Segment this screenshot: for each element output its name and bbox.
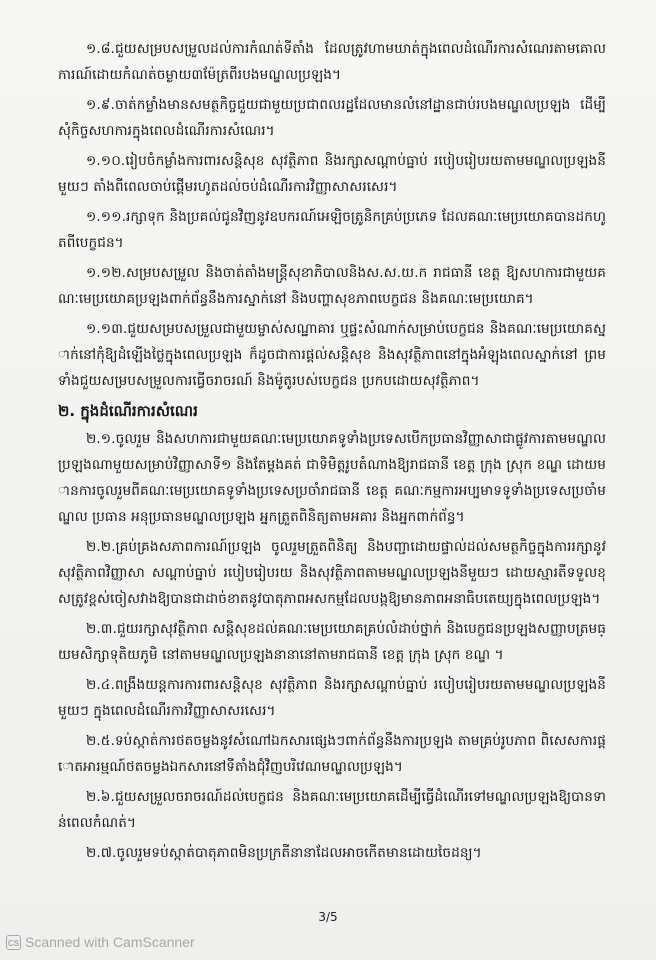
- paragraph-2-6: ២.៦.ជួយសម្រួលចរាចរណ៍ដល់បេក្ខជន និងគណៈមេប្រយោគដើម្បីធ្វើដំណើរទៅមណ្ឌលប្រឡងឱ្យបានទាន់ពេលកំណត់។: [58, 789, 606, 831]
- paragraph-2-2: ២.២.គ្រប់គ្រងសភាពការណ៍ប្រឡង ចូលរួមត្រួតពិនិត្យ និងបញ្ជាដោយផ្ទាល់ដល់សមត្ថកិច្ចក្នុងការរក្សានូវសុវត្ថិភាពវិញ្ញាសា សណ្តាប់ធ្នាប់ របៀបរៀបរយ និងសុវត្ថិភាពតាមមណ្ឌលប្រឡងនីមួយៗ ដោយស្មារតីទទួលខុសត្រូវខ្ពស់ចៀសវាងឱ្យបានជាដាច់ខាតនូវបាតុភាពអសកម្មដែលបង្កឱ្យមានភាពអនាធិបតេយ្យក្នុងពេលប្រឡង។: [58, 539, 606, 607]
- paragraph-1-8: ១.៨.ជួយសម្របសម្រួលដល់ការកំណត់ទីតាំង ដែលត្រូវហាមឃាត់ក្នុងពេលដំណើរការសំណេរតាមគោលការណ៍ដោយកំណត់ចម្ងាយ៣ម៉ែត្រពីរបងមណ្ឌលប្រឡង។: [58, 41, 606, 83]
- paragraph-1-10: ១.១០.រៀបចំកម្លាំងការពារសន្តិសុខ សុវត្ថិភាព និងរក្សាសណ្តាប់ធ្នាប់ របៀបរៀបរយតាមមណ្ឌលប្រឡងនីមួយៗ តាំងពីពេលចាប់ផ្តើមរហូតដល់ចប់ដំណើរការវិញ្ញាសាសរសេរ។: [58, 153, 606, 195]
- paragraph-2-3: ២.៣.ជួយរក្សាសុវត្ថិភាព សន្តិសុខដល់គណៈមេប្រយោគគ្រប់លំដាប់ថ្នាក់ និងបេក្ខជនប្រឡងសញ្ញាបត្រមធ្យមសិក្សាទុតិយភូមិ នៅតាមមណ្ឌលប្រឡងនានានៅតាមរាជធានី ខេត្ត ក្រុង ស្រុក ខណ្ឌ ។: [58, 621, 606, 663]
- watermark-text: Scanned with CamScanner: [25, 934, 195, 950]
- paragraph-1-13: ១.១៣.ជួយសម្របសម្រួលជាមួយម្ចាស់សណ្ឋាគារ ឬផ្ទះសំណាក់សម្រាប់បេក្ខជន និងគណៈមេប្រយោគស្នាក់នៅកុំឱ្យដំឡើងថ្លៃក្នុងពេលប្រឡង ក៏ដូចជាការផ្តល់សន្តិសុខ និងសុវត្ថិភាពនៅក្នុងអំឡុងពេលស្នាក់នៅ ព្រមទាំងជួយសម្របសម្រួលការធ្វើចរាចរណ៍ និងម៉ូតូរបស់បេក្ខជន ប្រកបដោយសុវត្ថិភាព។: [58, 321, 606, 389]
- paragraph-1-11: ១.១១.រក្សាទុក និងប្រគល់ជូនវិញនូវឧបករណ៍អេឡិចត្រូនិកគ្រប់ប្រភេទ ដែលគណៈមេប្រយោគបានដកហូតពីបេក្ខជន។: [58, 209, 606, 251]
- paragraph-2-4: ២.៤.ពង្រឹងយន្តការការពារសន្តិសុខ សុវត្ថិភាព និងរក្សាសណ្តាប់ធ្នាប់ របៀបរៀបរយតាមមណ្ឌលប្រឡងនីមួយៗ ក្នុងពេលដំណើរការវិញ្ញាសាសរសេរ។: [58, 677, 606, 719]
- paragraph-2-5: ២.៥.ទប់ស្កាត់ការថតចម្លងនូវសំណៅឯកសារផ្សេងៗពាក់ព័ន្ធនឹងការប្រឡង តាមគ្រប់រូបភាព ពិសេសការផ្តោតអារម្មណ៍ថតចម្លងឯកសារនៅទីតាំងជុំវិញបរិវេណមណ្ឌលប្រឡង។: [58, 733, 606, 775]
- page-number: 3/5: [318, 910, 338, 924]
- paragraph-2-7: ២.៧.ចូលរួមទប់ស្កាត់បាតុភាពមិនប្រក្រតីនានាដែលអាចកើតមានដោយចៃដន្យ។: [86, 845, 482, 861]
- paragraph-1-9: ១.៩.ចាត់កម្លាំងមានសមត្ថកិច្ចជួយជាមួយប្រជាពលរដ្ឋដែលមានលំនៅដ្ឋានជាប់របងមណ្ឌលប្រឡង ដើម្បីសុំកិច្ចសហការក្នុងពេលដំណើរការសំណេរ។: [58, 97, 606, 139]
- camscanner-logo-icon: CS: [6, 935, 21, 950]
- paragraph-1-12: ១.១២.សម្របសម្រួល និងចាត់តាំងមន្ត្រីសុខាភិបាលនិងស.ស.យ.ក រាជធានី ខេត្ត ឱ្យសហការជាមួយគណៈមេប្រយោគប្រឡងពាក់ព័ន្ធនឹងការស្នាក់នៅ និងបញ្ហាសុខភាពបេក្ខជន និងគណៈមេប្រយោគ។: [58, 265, 606, 307]
- section-2-heading: ២. ក្នុងដំណើរការសំណេរ: [58, 402, 198, 420]
- camscanner-watermark: [6, 934, 195, 950]
- paragraph-2-1: ២.១.ចូលរួម និងសហការជាមួយគណៈមេប្រយោគទូទាំងប្រទេសបើកប្រធានវិញ្ញាសាជាផ្លូវការតាមមណ្ឌលប្រឡងណាមួយសម្រាប់វិញ្ញាសាទី១ និងតែម្តងគត់ ជាទិមិត្តរូបតំណាងឱ្យរាជធានី ខេត្ត ក្រុង ស្រុក ខណ្ឌ ដោយមានការចូលរួមពីគណៈមេប្រយោគទូទាំងប្រទេសប្រចាំរាជធានី ខេត្ត គណៈកម្មការអប្បមាទទូទាំងប្រទេសប្រចាំមណ្ឌល ប្រធាន អនុប្រធានមណ្ឌលប្រឡង អ្នកត្រួតពិនិត្យតាមអគារ និងអ្នកពាក់ព័ន្ធ។: [58, 431, 606, 525]
- document-body: [58, 36, 606, 870]
